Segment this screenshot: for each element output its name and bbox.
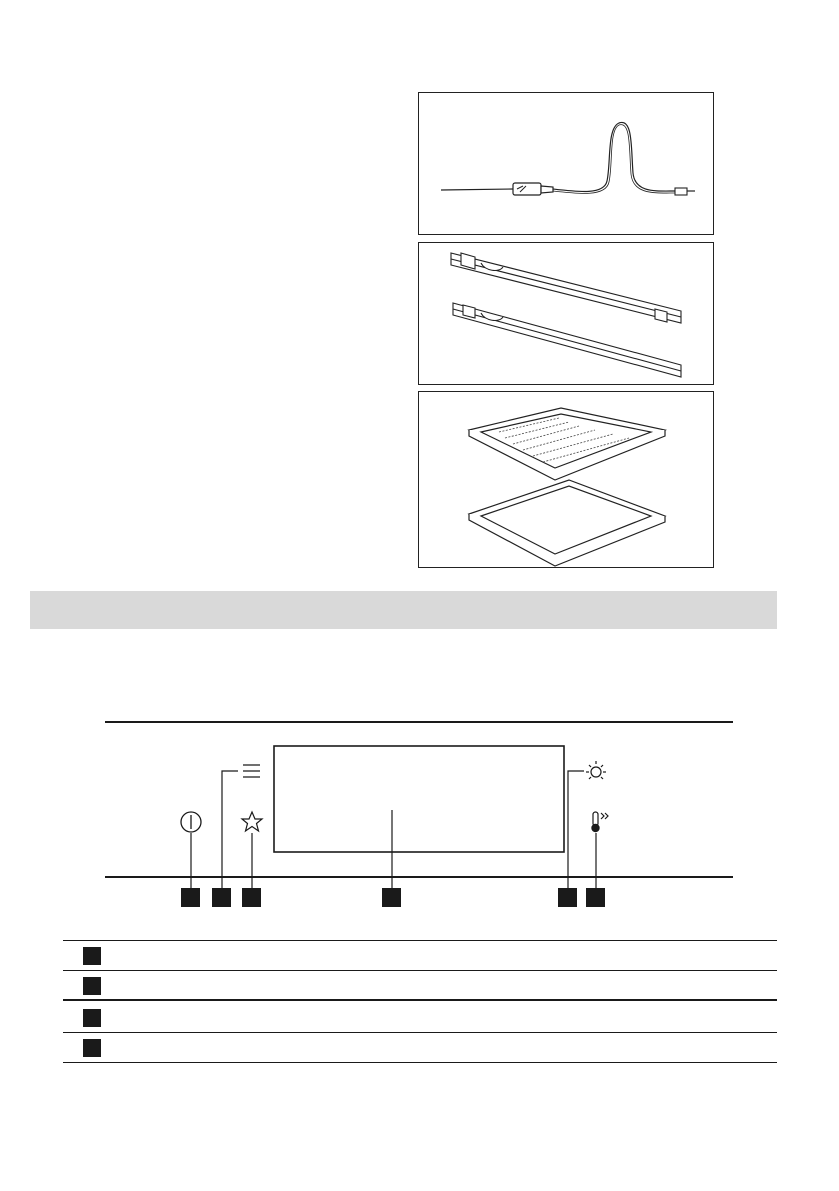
callout-marker — [212, 888, 231, 907]
legend-row — [63, 1033, 777, 1063]
legend-row — [63, 1003, 777, 1033]
legend-marker — [83, 1009, 101, 1027]
callout-marker — [181, 888, 200, 907]
callout-marker — [242, 888, 261, 907]
callout-marker — [586, 888, 605, 907]
power-icon — [181, 812, 201, 832]
legend-marker — [83, 1039, 101, 1057]
thermometer-fast-heat-icon — [592, 812, 608, 832]
callout-marker — [382, 888, 401, 907]
callout-marker — [558, 888, 577, 907]
legend-row — [63, 971, 777, 1001]
display-frame — [274, 746, 564, 852]
light-icon — [586, 761, 606, 779]
menu-icon — [243, 765, 260, 777]
legend-marker — [83, 947, 101, 965]
legend-row — [63, 941, 777, 971]
favourites-star-icon — [242, 812, 262, 831]
legend-marker — [83, 977, 101, 995]
